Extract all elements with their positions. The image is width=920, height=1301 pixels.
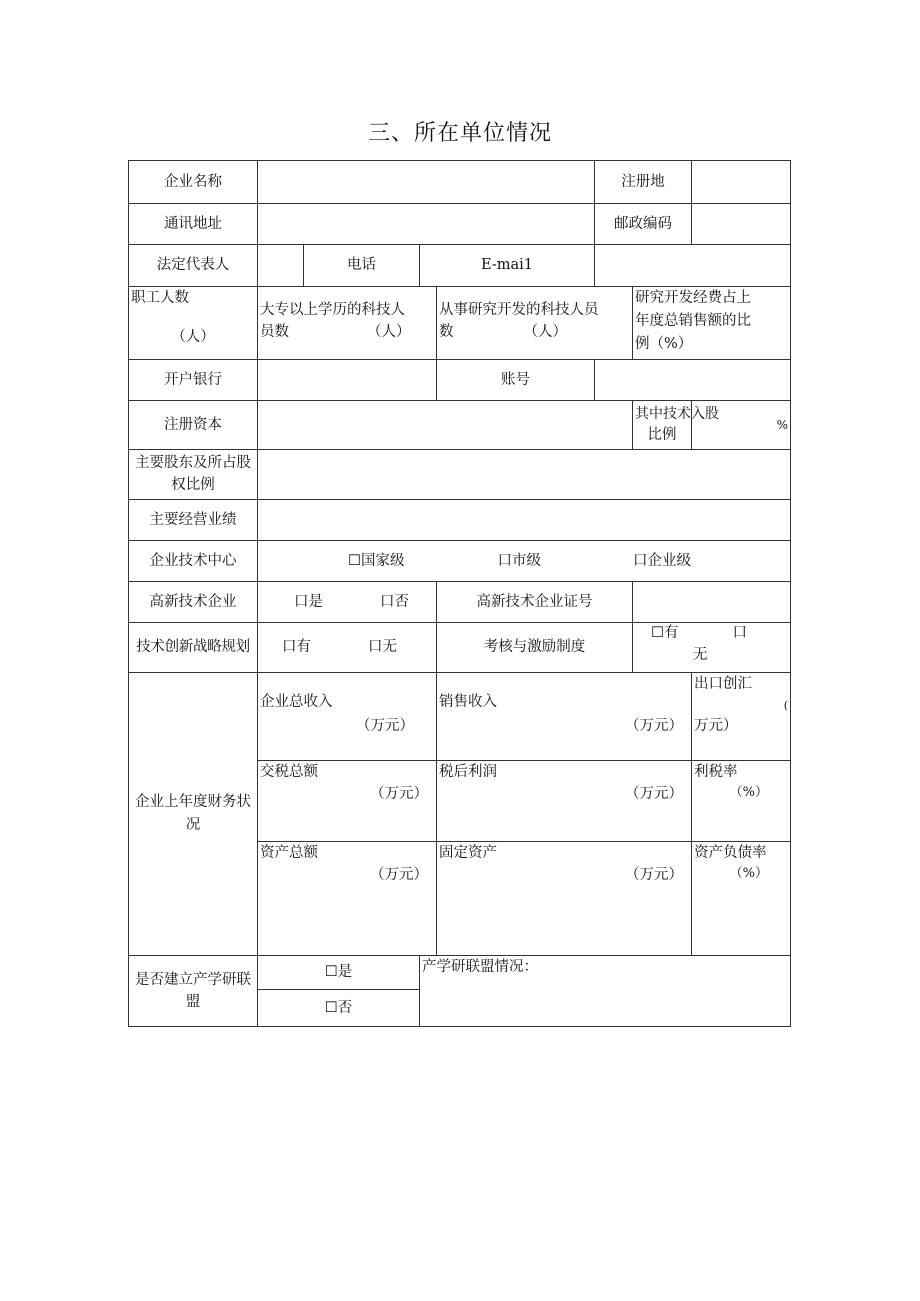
- rd-fund-label-1: 研究开发经费占上: [635, 290, 751, 306]
- performance-label: 主要经营业绩: [129, 500, 258, 541]
- rd-fund-label-3: 例（%）: [635, 336, 693, 353]
- tech-center-enterprise-checkbox[interactable]: 口企业级: [633, 552, 691, 569]
- total-income-cell[interactable]: [258, 673, 437, 761]
- finance-label-1: 企业上年度财务状: [135, 793, 251, 810]
- alliance-label-1: 是否建立产学研联: [135, 971, 251, 988]
- registered-place-field[interactable]: [692, 161, 791, 204]
- total-assets-cell[interactable]: [258, 842, 437, 956]
- postal-code-label: 邮政编码: [595, 204, 692, 245]
- postal-code-field[interactable]: [692, 204, 791, 245]
- total-income-unit: （万元）: [356, 718, 414, 735]
- net-profit-unit: （万元）: [625, 786, 683, 803]
- debt-ratio-cell[interactable]: [692, 842, 791, 956]
- tech-share-label-1: 其中技术入股: [635, 405, 719, 422]
- shareholders-field[interactable]: [258, 450, 791, 500]
- address-field[interactable]: [258, 204, 595, 245]
- strategy-no-checkbox[interactable]: 口无: [368, 639, 397, 656]
- shareholders-label-2: 权比例: [171, 476, 215, 493]
- export-unit: 万元）: [694, 717, 738, 734]
- percent-sign: %: [776, 417, 788, 432]
- profit-tax-rate-label: 利税率: [694, 764, 738, 780]
- net-profit-cell[interactable]: [437, 761, 692, 842]
- tech-center-label: 企业技术中心: [129, 541, 258, 582]
- alliance-situation-label: 产学研联盟情况：: [422, 959, 538, 975]
- incentive-no-checkbox[interactable]: 口: [732, 625, 747, 641]
- rd-staff-unit: （人）: [523, 324, 567, 341]
- finance-label-2: 况: [185, 817, 201, 833]
- hightech-cert-field[interactable]: [633, 582, 791, 623]
- capital-label: 注册资本: [129, 401, 258, 450]
- registered-place-label: 注册地: [595, 161, 692, 204]
- phone-label: 电话: [304, 245, 420, 287]
- fixed-assets-cell[interactable]: [437, 842, 692, 956]
- hightech-cert-label: 高新技术企业证号: [437, 582, 633, 623]
- incentive-label: 考核与激励制度: [437, 623, 633, 673]
- tech-center-city-checkbox[interactable]: 口市级: [497, 552, 541, 569]
- total-assets-label: 资产总额: [260, 845, 318, 861]
- strategy-yes-checkbox[interactable]: 口有: [282, 639, 311, 656]
- tech-center-national-checkbox[interactable]: ☐国家级: [348, 552, 405, 569]
- hightech-yes-checkbox[interactable]: 口是: [294, 593, 323, 610]
- rd-staff-label-2: 数: [439, 324, 454, 341]
- alliance-label-cell: [129, 956, 258, 1027]
- alliance-no-checkbox[interactable]: ☐否: [258, 990, 420, 1027]
- email-field[interactable]: [595, 245, 791, 287]
- page-title: 三、所在单位情况: [367, 121, 552, 146]
- alliance-situation-cell[interactable]: [420, 956, 791, 1027]
- debt-ratio-label: 资产负债率: [694, 845, 767, 861]
- profit-tax-rate-unit: （%）: [729, 785, 768, 801]
- staff-count-unit: （人）: [171, 329, 215, 346]
- total-assets-unit: （万元）: [370, 867, 428, 884]
- tech-center-options: [258, 541, 791, 582]
- sales-income-label: 销售收入: [439, 694, 497, 710]
- hightech-no-checkbox[interactable]: 口否: [380, 593, 409, 610]
- rd-fund-label-2: 年度总销售额的比: [635, 313, 751, 330]
- bank-label: 开户银行: [129, 360, 258, 401]
- total-income-label: 企业总收入: [260, 694, 333, 710]
- tech-staff-cell[interactable]: [258, 287, 437, 360]
- shareholders-label-1: 主要股东及所占股: [135, 454, 251, 471]
- tech-staff-label: 大专以上学历的科技人: [260, 302, 405, 318]
- account-field[interactable]: [595, 360, 791, 401]
- legal-rep-field[interactable]: [258, 245, 304, 287]
- fixed-assets-label: 固定资产: [439, 845, 497, 861]
- hightech-label: 高新技术企业: [129, 582, 258, 623]
- incentive-options: [633, 623, 791, 673]
- tech-staff-unit: （人）: [367, 324, 411, 341]
- sales-income-cell[interactable]: [437, 673, 692, 761]
- tech-share-label-cell: [633, 401, 719, 450]
- staff-count-label: 职工人数: [131, 290, 189, 306]
- staff-count-cell[interactable]: [129, 287, 258, 360]
- bank-field[interactable]: [258, 360, 437, 401]
- legal-rep-label: 法定代表人: [129, 245, 258, 287]
- company-name-label: 企业名称: [129, 161, 258, 204]
- sales-income-unit: （万元）: [625, 718, 683, 735]
- alliance-label-2: 盟: [185, 994, 201, 1010]
- strategy-options: [258, 623, 437, 673]
- alliance-yes-checkbox[interactable]: ☐是: [258, 956, 420, 990]
- export-paren: (: [783, 699, 788, 713]
- shareholders-label-cell: [129, 450, 258, 500]
- tax-total-label: 交税总额: [260, 764, 318, 780]
- fixed-assets-unit: （万元）: [625, 867, 683, 884]
- account-label: 账号: [437, 360, 595, 401]
- finance-label-cell: [129, 673, 258, 956]
- hightech-options: [258, 582, 437, 623]
- rd-staff-cell[interactable]: [437, 287, 633, 360]
- export-label: 出口创汇: [694, 676, 752, 692]
- incentive-no-label: 无: [693, 646, 708, 663]
- rd-fund-ratio-cell[interactable]: [633, 287, 791, 360]
- incentive-yes-checkbox[interactable]: ☐有: [651, 625, 679, 641]
- rd-staff-label: 从事研究开发的科技人员: [439, 302, 599, 318]
- strategy-label: 技术创新战略规划: [129, 623, 258, 673]
- company-info-table: [128, 160, 791, 1027]
- export-cell[interactable]: [692, 673, 791, 761]
- tech-share-label-2: 比例: [647, 426, 677, 443]
- profit-tax-rate-cell[interactable]: [692, 761, 791, 842]
- tax-total-cell[interactable]: [258, 761, 437, 842]
- tech-staff-label-2: 员数: [260, 324, 289, 341]
- address-label: 通讯地址: [129, 204, 258, 245]
- capital-field[interactable]: [258, 401, 633, 450]
- company-name-field[interactable]: [258, 161, 595, 204]
- performance-field[interactable]: [258, 500, 791, 541]
- debt-ratio-unit: （%）: [729, 866, 768, 882]
- net-profit-label: 税后利润: [439, 764, 497, 780]
- tax-total-unit: （万元）: [370, 786, 428, 803]
- email-label: E-mai1: [420, 245, 595, 287]
